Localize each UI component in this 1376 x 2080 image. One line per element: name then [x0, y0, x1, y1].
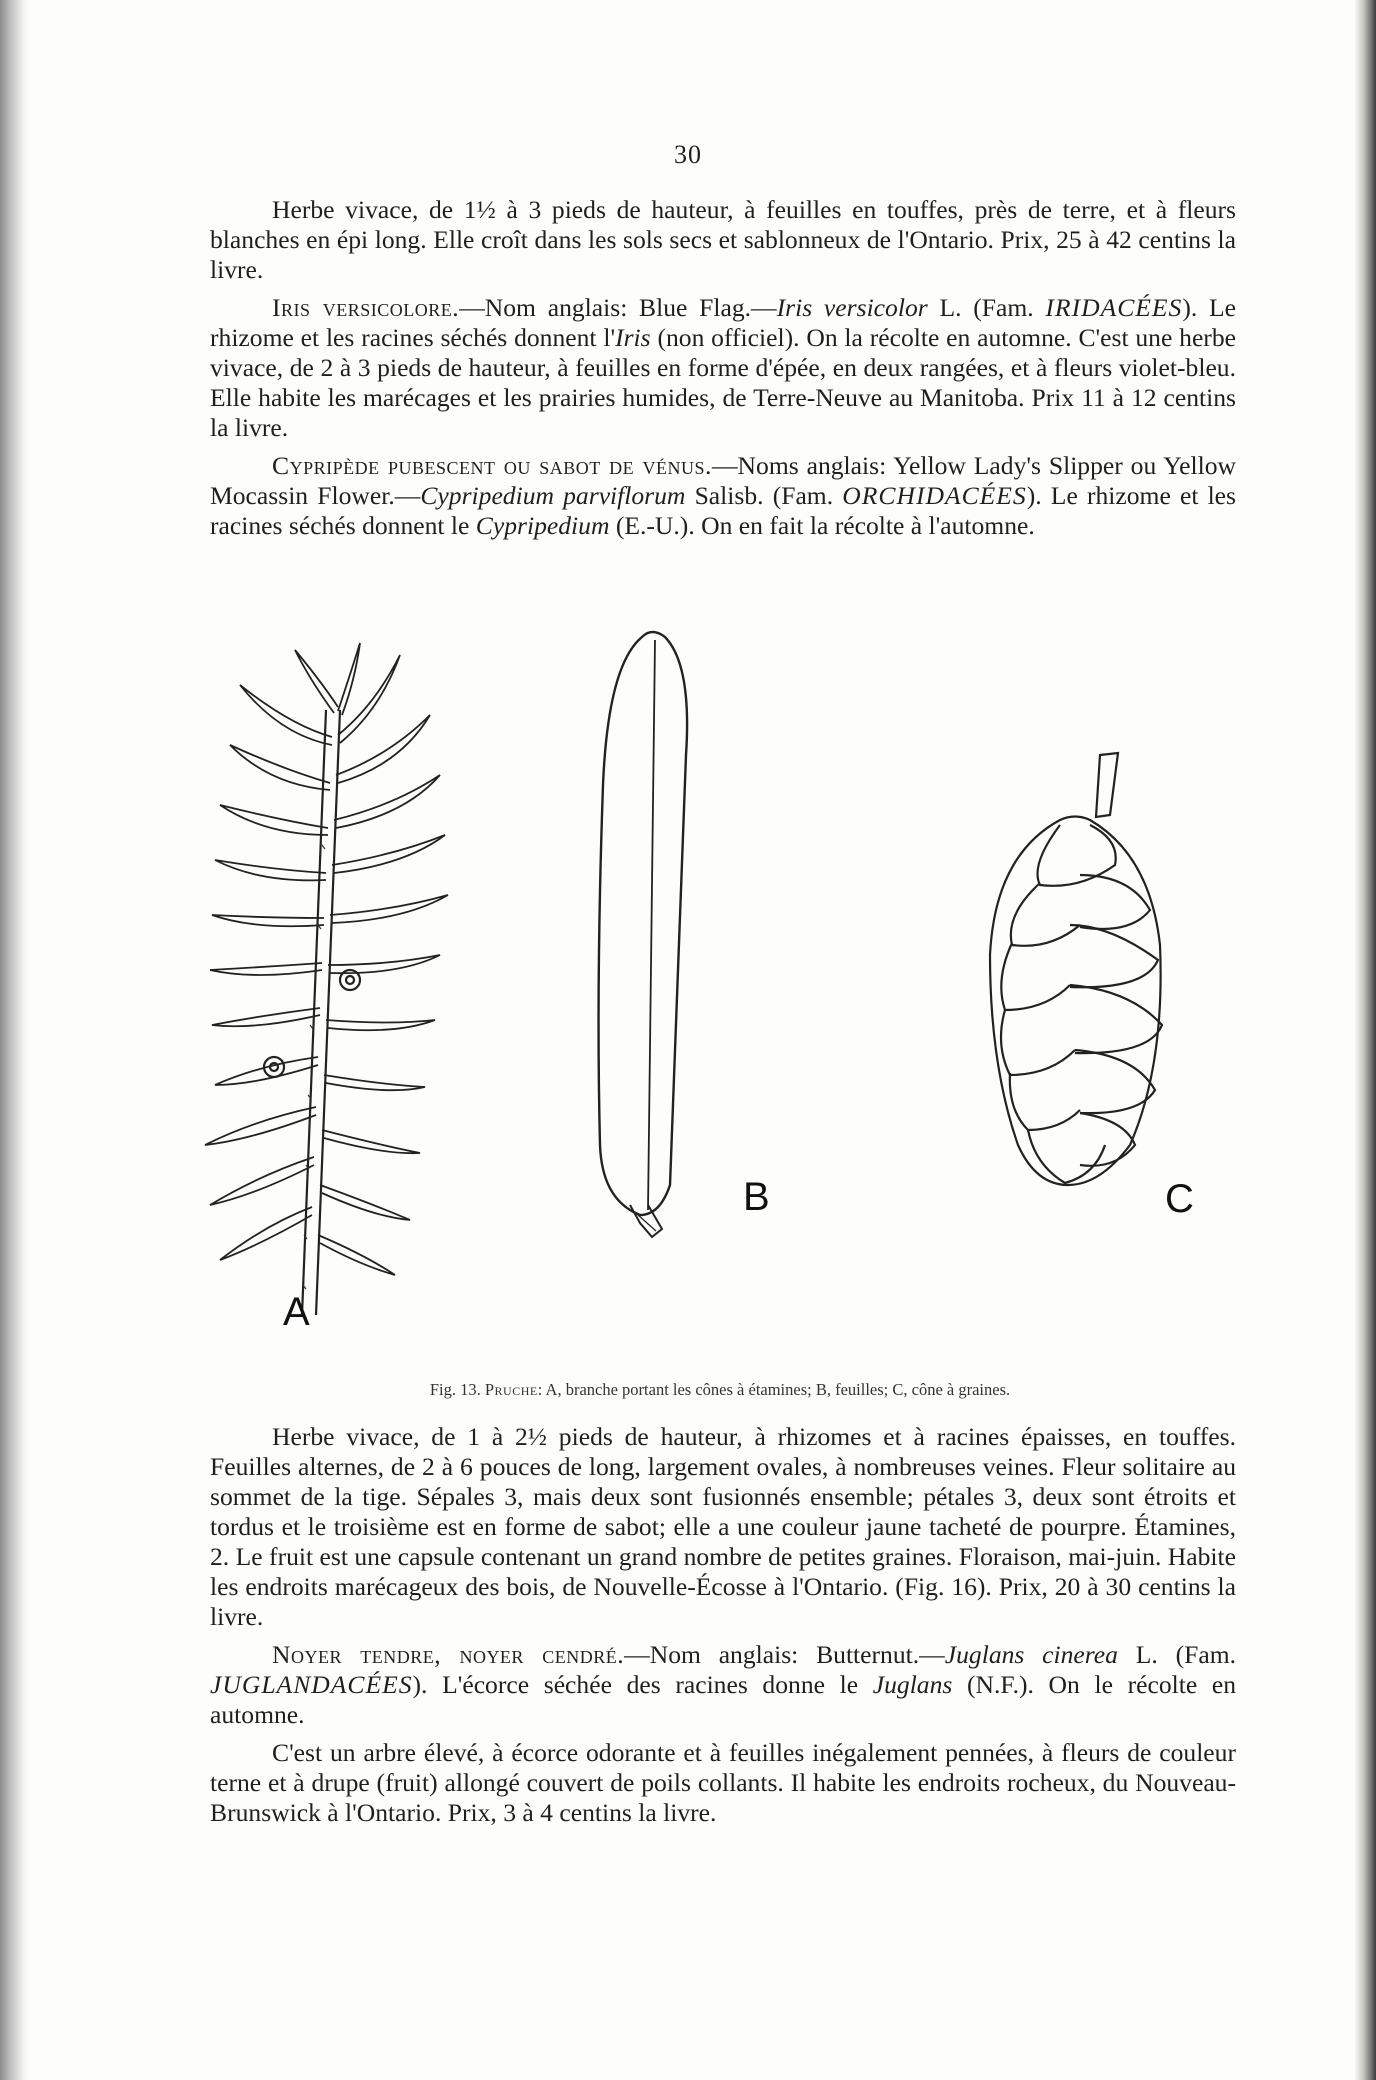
latin-name: Juglans cinerea — [944, 1640, 1118, 1669]
latin-name: Cypripedium parviflorum — [420, 481, 686, 510]
figure-illustration — [200, 625, 1240, 1345]
paragraph-noyer-tendre: Noyer tendre, noyer cendré.—Nom anglais: Butternut.—Juglans cinerea L. (Fam. JUGLANDACÉES). L'écorce séchée des racines donne le Juglans (N.F.). On le récolte en automne. — [210, 1640, 1236, 1729]
family-name: ORCHIDACÉES — [842, 481, 1027, 510]
family-name: JUGLANDACÉES — [210, 1670, 413, 1699]
paragraph-herbe-vivace: Herbe vivace, de 1½ à 3 pieds de hauteur, à feuilles en touffes, près de terre, et à fleurs blanches en épi long. Elle croît dans les sols secs et sablonneux de l'Ontario. Prix, 25 à 42 centins la livre. — [210, 195, 1236, 284]
figure-caption — [200, 1380, 1240, 1400]
drug-name: Iris — [615, 323, 651, 352]
family-name: IRIDACÉES — [1045, 293, 1183, 322]
figure-pruche — [200, 625, 1240, 1345]
drug-name: Juglans — [872, 1670, 953, 1699]
page-edge-shadow — [1354, 0, 1376, 2080]
figure-number: Fig. 13. — [429, 1380, 481, 1399]
entry-name: Cypripède pubescent ou sabot de vénus. — [272, 451, 712, 480]
page-binding-shadow — [0, 0, 28, 2080]
top-text-block — [210, 195, 1236, 549]
latin-name: Iris versicolor — [776, 293, 928, 322]
figure-label-b: B — [743, 1175, 770, 1219]
entry-name: Noyer tendre, noyer cendré. — [272, 1640, 625, 1669]
figure-description: : A, branche portant les cônes à étamines; B, feuilles; C, cône à graines. — [537, 1380, 1011, 1399]
leaf-illustration — [599, 632, 688, 1237]
figure-label-a: A — [283, 1290, 310, 1334]
figure-subject: Pruche — [484, 1380, 538, 1399]
entry-name: Iris versicolore. — [272, 293, 460, 322]
paragraph-iris-versicolore: Iris versicolore.—Nom anglais: Blue Flag.—Iris versicolor L. (Fam. IRIDACÉES). Le rhizome et les racines séchés donnent l'Iris (non officiel). On la récolte en automne. C'est une herbe vivace, de 2 à 3 pieds de hauteur, à feuilles en forme d'épée, en deux rangées, et à fleurs violet-bleu. Elle habite les marécages et les prairies humides, de Terre-Neuve au Manitoba. Prix 11 à 12 centins la livre. — [210, 293, 1236, 442]
figure-label-c: C — [1165, 1177, 1194, 1221]
drug-name: Cypripedium — [475, 511, 610, 540]
bottom-text-block — [210, 1422, 1236, 1836]
cone-illustration — [990, 753, 1162, 1185]
paragraph-description-cypripede: Herbe vivace, de 1 à 2½ pieds de hauteur, à rhizomes et à racines épaisses, en touffes. Feuilles alternes, de 2 à 6 pouces de long, largement ovales, à nombreuses veines. Fleur solitaire au sommet de la tige. Sépales 3, mais deux sont fusionnés ensemble; pétales 3, deux sont étroits et tordus et le troisième est en forme de sabot; elle a une couleur jaune tacheté de pourpre. Étamines, 2. Le fruit est une capsule contenant un grand nombre de petites graines. Floraison, mai-juin. Habite les endroits marécageux des bois, de Nouvelle-Écosse à l'Ontario. (Fig. 16). Prix, 20 à 30 centins la livre. — [210, 1422, 1236, 1631]
branch-illustration — [205, 643, 448, 1315]
paragraph-cypripede: Cypripède pubescent ou sabot de vénus.—Noms anglais: Yellow Lady's Slipper ou Yellow Mocassin Flower.—Cypripedium parviflorum Salisb. (Fam. ORCHIDACÉES). Le rhizome et les racines séchés donnent le Cypripedium (E.-U.). On en fait la récolte à l'automne. — [210, 451, 1237, 540]
paragraph-arbre-eleve: C'est un arbre élevé, à écorce odorante et à feuilles inégalement pennées, à fleurs de couleur terne et à drupe (fruit) allongé couvert de poils collants. Il habite les endroits rocheux, du Nouveau-Brunswick à l'Ontario. Prix, 3 à 4 centins la livre. — [210, 1738, 1236, 1827]
page-number: 30 — [674, 140, 702, 169]
